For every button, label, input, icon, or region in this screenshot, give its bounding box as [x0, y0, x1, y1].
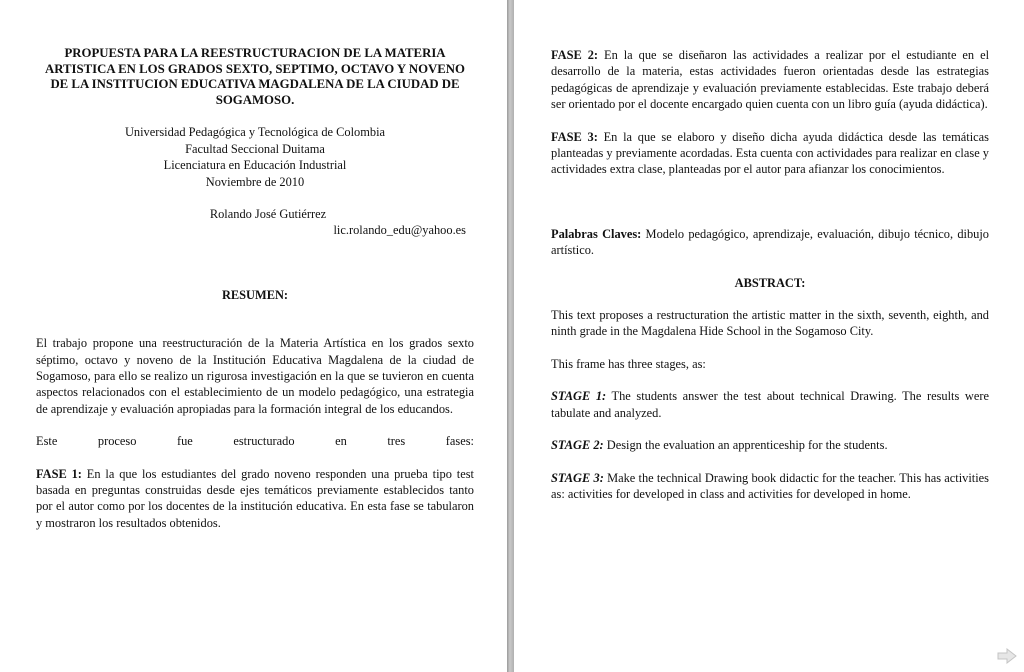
- stage-2-text: Design the evaluation an apprenticeship for the students.: [603, 438, 888, 453]
- keywords-text: Modelo pedagógico, aprendizaje, evaluación, dibujo técnico, dibujo artístico.: [551, 226, 989, 258]
- affiliation-university: Universidad Pedagógica y Tecnológica de Colombia: [124, 125, 386, 140]
- stage-2-paragraph: [551, 437, 989, 453]
- fase-2-paragraph: [551, 47, 989, 113]
- resumen-paragraph: El trabajo propone una reestructuración de la Materia Artística en los grados sexto séptimo, octavo y noveno de la Institución Educativa Magdalena de la ciudad de Sogamoso, para ello se realizo un rigurosa investigación en la que se tuvieron en cuenta aspectos relacionados con el establecimiento de un modelo pedagógico, una estrategia de aprendizaje y evaluación apropiadas para la formación integral de los educandos.: [36, 336, 474, 416]
- stage-1-text: The students answer the test about technical Drawing. The results were tabulate and analyzed.: [551, 389, 989, 420]
- arrow-right-icon[interactable]: [996, 648, 1018, 664]
- left-page: [0, 0, 507, 672]
- abstract-paragraph: This text proposes a restructuration the artistic matter in the sixth, seventh, eighth, and ninth grade in the Magdalena Hide School in the Sogamoso City.: [551, 308, 989, 339]
- fase-3-text: En la que se elaboro y diseño dicha ayuda didáctica desde las temáticas planteadas y previamente acordadas. Esta cuenta con actividades para realizar en clase y actividades extra clase, planteadas por el autor para afianzar los conocimientos.: [551, 129, 989, 177]
- stage-1-paragraph: [551, 388, 989, 421]
- fase-1-paragraph: [36, 466, 474, 532]
- affiliation-faculty: Facultad Seccional Duitama: [185, 141, 325, 156]
- affiliation-program: Licenciatura en Educación Industrial: [163, 158, 347, 173]
- fase-3-paragraph: [551, 129, 989, 178]
- stage-1-label: STAGE 1:: [551, 389, 607, 404]
- keywords-paragraph: [551, 226, 989, 259]
- abstract-stages-intro: This frame has three stages, as:: [551, 356, 706, 371]
- fase-3-label: FASE 3:: [551, 129, 598, 144]
- fase-1-text: En la que los estudiantes del grado noveno responden una prueba tipo test basada en preguntas construidas desde ejes temáticos previamente establecidos tanto por el autor como por los docentes de la institución educativa. En esta fase se tabularon y mostraron los resultados obtenidos.: [36, 466, 475, 530]
- document-date: Noviembre de 2010: [205, 174, 305, 189]
- stage-3-paragraph: [551, 470, 989, 503]
- fase-2-text: En la que se diseñaron las actividades a realizar por el estudiante en el desarrollo de la materia, estas actividades fueron orientadas desde las estrategias pedagógicas de aprendizaje y evaluación previamente establecidas. Este trabajo deberá ser orientado por el docente encargado quien cuenta con un libro guía (ayuda didáctica).: [551, 48, 990, 112]
- document-title: PROPUESTA PARA LA REESTRUCTURACION DE LA MATERIA ARTISTICA EN LOS GRADOS SEXTO, SEPTIMO, OCTAVO Y NOVENO DE LA INSTITUCION EDUCATIVA MAGDALENA DE LA CIUDAD DE SOGAMOSO.: [44, 46, 466, 107]
- stage-3-label: STAGE 3:: [551, 470, 604, 485]
- fase-2-label: FASE 2:: [551, 48, 599, 62]
- resumen-phases-intro: Este proceso fue estructurado en tres fases:: [36, 434, 474, 449]
- author-email: lic.rolando_edu@yahoo.es: [333, 223, 466, 238]
- stage-3-text: Make the technical Drawing book didactic for the teacher. This has activities as: activities for developed in class and activities for developed in home.: [551, 470, 990, 501]
- right-page: [514, 0, 1024, 672]
- fase-1-label: FASE 1:: [36, 466, 82, 481]
- abstract-heading: ABSTRACT:: [734, 275, 806, 290]
- keywords-label: Palabras Claves:: [551, 226, 642, 241]
- resumen-heading: RESUMEN:: [221, 287, 289, 302]
- page-gap: [507, 0, 514, 672]
- stage-2-label: STAGE 2:: [551, 438, 604, 453]
- author-name: Rolando José Gutiérrez: [209, 207, 327, 221]
